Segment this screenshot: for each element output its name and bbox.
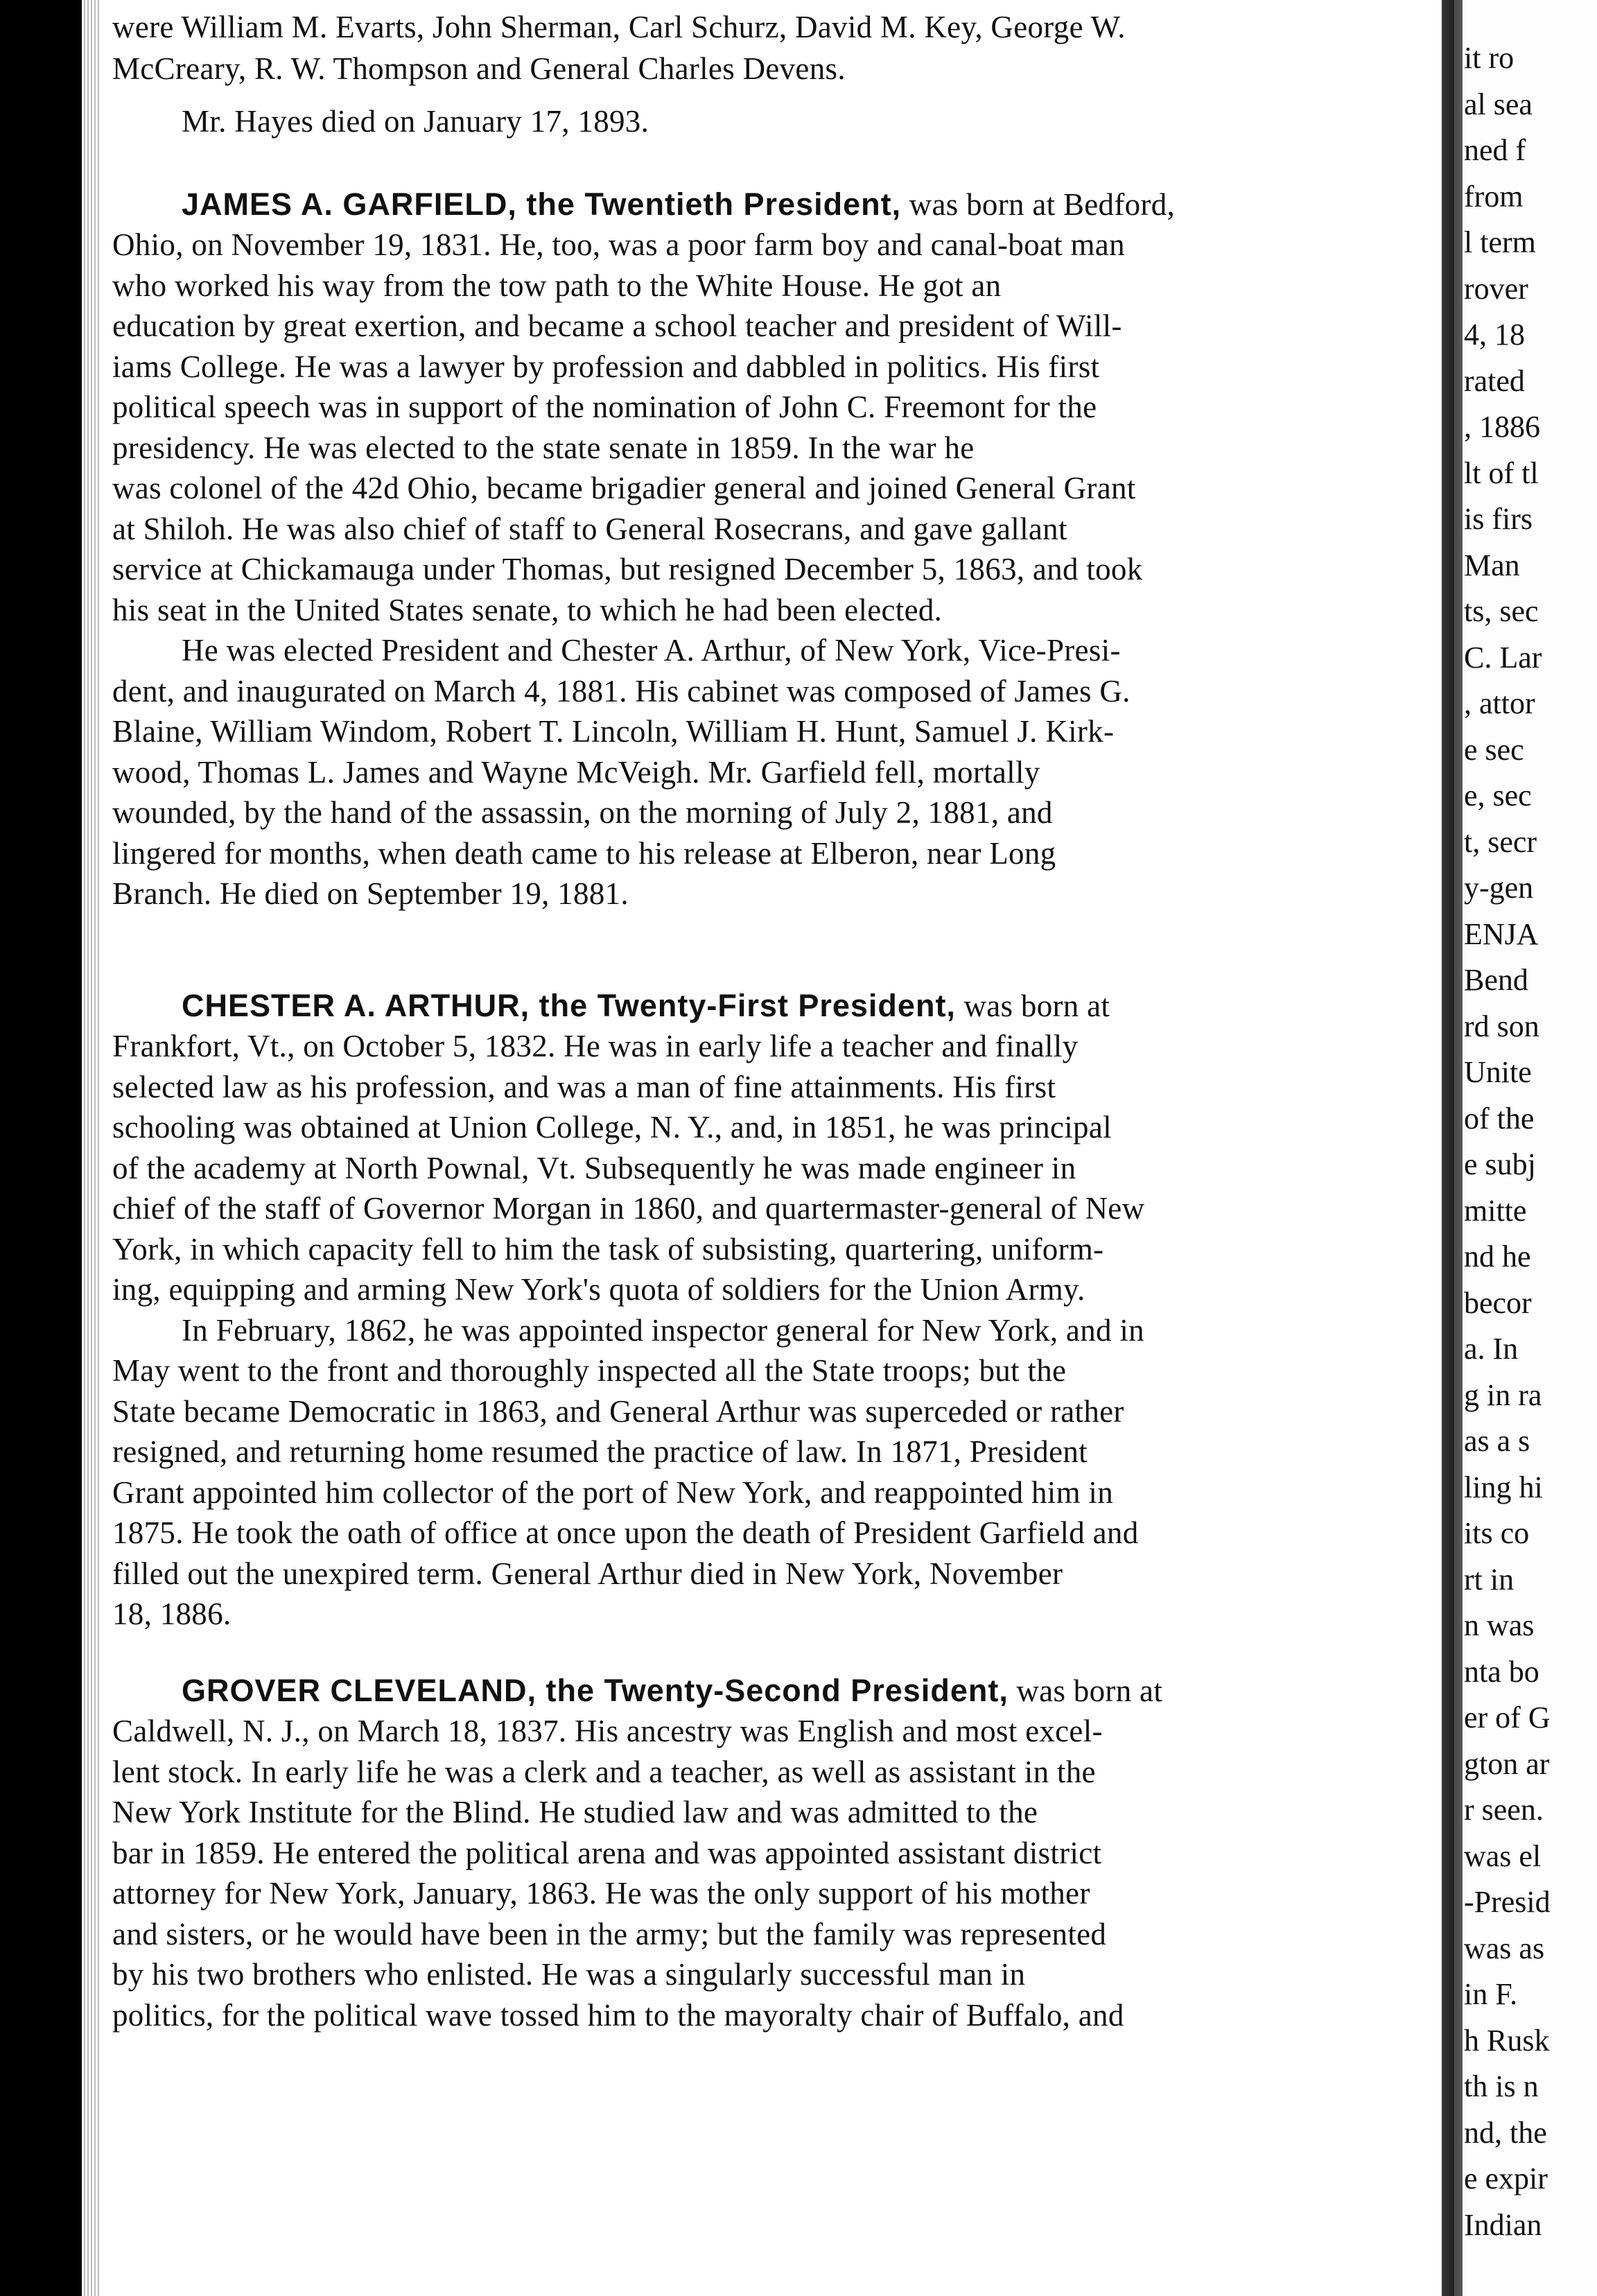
right-page-fragment: its co <box>1464 1516 1530 1550</box>
garfield-line: lingered for months, when death came to his release at Elberon, near Long <box>112 835 1056 871</box>
right-page-fragment: t, secr <box>1464 824 1537 859</box>
right-page-fragment: nta bo <box>1464 1654 1539 1689</box>
arthur-line: filled out the unexpired term. General Arthur died in New York, November <box>112 1556 1063 1591</box>
right-page-fragment: e subj <box>1464 1147 1536 1181</box>
right-page-fragment: was as <box>1464 1931 1545 1965</box>
arthur-line: York, in which capacity fell to him the task of subsisting, quartering, uniform- <box>112 1231 1104 1267</box>
cleveland-line: lent stock. In early life he was a clerk and a teacher, as well as assistant in the <box>112 1754 1096 1789</box>
garfield-line: who worked his way from the tow path to the White House. He got an <box>112 268 1002 303</box>
right-page-fragment: ENJA <box>1464 916 1539 951</box>
garfield-line: Blaine, William Windom, Robert T. Lincoln, William H. Hunt, Samuel J. Kirk- <box>112 714 1115 749</box>
right-page-fragment: rated <box>1464 363 1525 398</box>
right-page-fragment: Bend <box>1464 963 1528 997</box>
right-page-fragment: , 1886 <box>1464 410 1540 444</box>
right-page-fragment: e sec <box>1464 732 1524 767</box>
garfield-line: Branch. He died on September 19, 1881. <box>112 876 629 911</box>
garfield-heading <box>182 187 1175 222</box>
heading-continuation: was born at <box>1008 1673 1163 1708</box>
cleveland-line: and sisters, or he would have been in the army; but the family was represented <box>112 1916 1107 1951</box>
right-page-fragment: Man <box>1464 548 1520 582</box>
right-page-fragment: mitte <box>1464 1193 1527 1228</box>
cleveland-line: politics, for the political wave tossed him to the mayoralty chair of Buffalo, and <box>112 1997 1124 2033</box>
right-page-fragment: 4, 18 <box>1464 318 1525 351</box>
right-page-fragment: ts, sec <box>1464 594 1539 628</box>
garfield-line: He was elected President and Chester A. Arthur, of New York, Vice-Presi- <box>182 633 1121 668</box>
garfield-line: was colonel of the 42d Ohio, became brigadier general and joined General Grant <box>112 471 1136 505</box>
right-page-fragment: gton ar <box>1464 1746 1550 1781</box>
garfield-line: presidency. He was elected to the state senate in 1859. In the war he <box>112 430 975 465</box>
arthur-line: May went to the front and thoroughly inspected all the State troops; but the <box>112 1353 1067 1388</box>
right-page-fragment: th is n <box>1464 2069 1539 2103</box>
right-page-fragment: nd, the <box>1464 2115 1547 2150</box>
cleveland-line: by his two brothers who enlisted. He was a singularly successful man in <box>112 1957 1026 1992</box>
right-page-fragment: ned f <box>1464 133 1526 167</box>
right-page-fragment: ling hi <box>1464 1470 1543 1504</box>
section-heading: GROVER CLEVELAND, the Twenty-Second President, <box>182 1673 1009 1708</box>
right-page-fragment: it ro <box>1464 41 1515 75</box>
garfield-line: dent, and inaugurated on March 4, 1881. His cabinet was composed of James G. <box>112 673 1131 708</box>
arthur-line: Grant appointed him collector of the port of New York, and reappointed him in <box>112 1475 1114 1510</box>
garfield-line: his seat in the United States senate, to which he had been elected. <box>112 592 943 627</box>
right-page-fragment: nd he <box>1464 1240 1531 1273</box>
arthur-line: of the academy at North Pownal, Vt. Subsequently he was made engineer in <box>112 1150 1076 1185</box>
garfield-line: political speech was in support of the nomination of John C. Freemont for the <box>112 390 1097 424</box>
right-page-fragment: becor <box>1464 1285 1532 1320</box>
right-page-fragment: h Rusk <box>1464 2023 1550 2058</box>
garfield-line: education by great exertion, and became a school teacher and president of Will- <box>112 308 1122 343</box>
right-page-fragment: Indian <box>1464 2207 1542 2242</box>
book-page-edges <box>82 0 103 2296</box>
arthur-line: schooling was obtained at Union College, N. Y., and, in 1851, he was principal <box>112 1110 1112 1145</box>
right-page-fragment: , attor <box>1464 686 1535 720</box>
right-page-fragment: al sea <box>1464 87 1533 121</box>
arthur-line: chief of the staff of Governor Morgan in 1860, and quartermaster-general of New <box>112 1191 1145 1226</box>
right-page-fragment: g in ra <box>1464 1377 1542 1412</box>
right-page-fragment: as a s <box>1464 1424 1530 1458</box>
arthur-line: resigned, and returning home resumed the practice of law. In 1871, President <box>112 1434 1088 1469</box>
arthur-line: 18, 1886. <box>112 1597 232 1631</box>
right-page-fragment: C. Lar <box>1464 640 1542 675</box>
right-page-fragment: n was <box>1464 1608 1535 1642</box>
right-page-fragment: a. In <box>1464 1332 1519 1366</box>
right-page-fragment: in F. <box>1464 1977 1518 2011</box>
right-page-fragment: of the <box>1464 1101 1535 1136</box>
arthur-line: In February, 1862, he was appointed inspector general for New York, and in <box>182 1312 1144 1348</box>
right-page-fragment: l term <box>1464 225 1536 259</box>
right-page-fragment: er of G <box>1464 1701 1551 1734</box>
right-page-fragment: was el <box>1464 1838 1542 1873</box>
arthur-line: ing, equipping and arming New York's quota of soldiers for the Union Army. <box>112 1272 1085 1307</box>
right-page-fragment: e, sec <box>1464 779 1532 812</box>
garfield-line: iams College. He was a lawyer by profession and dabbled in politics. His first <box>112 349 1100 384</box>
arthur-line: selected law as his profession, and was a man of fine attainments. His first <box>112 1069 1056 1104</box>
right-page-fragment: -Presid <box>1464 1885 1551 1919</box>
right-page-fragment: rt in <box>1464 1562 1515 1597</box>
right-page-fragment: from <box>1464 179 1524 214</box>
arthur-line: State became Democratic in 1863, and General Arthur was superceded or rather <box>112 1393 1124 1429</box>
cleveland-line: bar in 1859. He entered the political arena and was appointed assistant district <box>112 1835 1102 1870</box>
arthur-heading <box>182 989 1110 1023</box>
book-page-left <box>101 0 1463 2296</box>
garfield-line: service at Chickamauga under Thomas, but resigned December 5, 1863, and took <box>112 552 1143 586</box>
heading-continuation: was born at <box>955 989 1110 1023</box>
garfield-line: at Shiloh. He was also chief of staff to General Rosecrans, and gave gallant <box>112 511 1067 546</box>
cleveland-line: Caldwell, N. J., on March 18, 1837. His ancestry was English and most excel- <box>112 1714 1103 1748</box>
arthur-line: Frankfort, Vt., on October 5, 1832. He was in early life a teacher and finally <box>112 1029 1079 1063</box>
hayes-line: McCreary, R. W. Thompson and General Charles Devens. <box>112 51 846 86</box>
right-page-fragment: is firs <box>1464 502 1533 536</box>
section-heading: CHESTER A. ARTHUR, the Twenty-First President, <box>182 988 956 1023</box>
garfield-line: Ohio, on November 19, 1831. He, too, was a poor farm boy and canal-boat man <box>112 227 1125 262</box>
garfield-line: wood, Thomas L. James and Wayne McVeigh. Mr. Garfield fell, mortally <box>112 754 1040 790</box>
book-page-right <box>1463 0 1597 2296</box>
cleveland-heading <box>182 1673 1162 1708</box>
arthur-line: 1875. He took the oath of office at once upon the death of President Garfield and <box>112 1515 1139 1550</box>
cleveland-line: New York Institute for the Blind. He studied law and was admitted to the <box>112 1795 1038 1829</box>
hayes-line: Mr. Hayes died on January 17, 1893. <box>182 104 649 139</box>
right-page-fragment: e expir <box>1464 2162 1548 2195</box>
hayes-line: were William M. Evarts, John Sherman, Carl Schurz, David M. Key, George W. <box>112 10 1126 44</box>
right-page-fragment: r seen. <box>1464 1793 1544 1827</box>
right-page-fragment: rover <box>1464 271 1528 306</box>
garfield-line: wounded, by the hand of the assassin, on the morning of July 2, 1881, and <box>112 795 1053 830</box>
cleveland-line: attorney for New York, January, 1863. He was the only support of his mother <box>112 1876 1090 1911</box>
right-page-fragment: lt of tl <box>1464 455 1539 490</box>
section-heading: JAMES A. GARFIELD, the Twentieth President, <box>182 186 902 222</box>
right-page-fragment: y-gen <box>1464 871 1534 905</box>
heading-continuation: was born at Bedford, <box>901 187 1176 222</box>
right-page-fragment: Unite <box>1464 1055 1532 1089</box>
right-page-fragment: rd son <box>1464 1009 1539 1043</box>
